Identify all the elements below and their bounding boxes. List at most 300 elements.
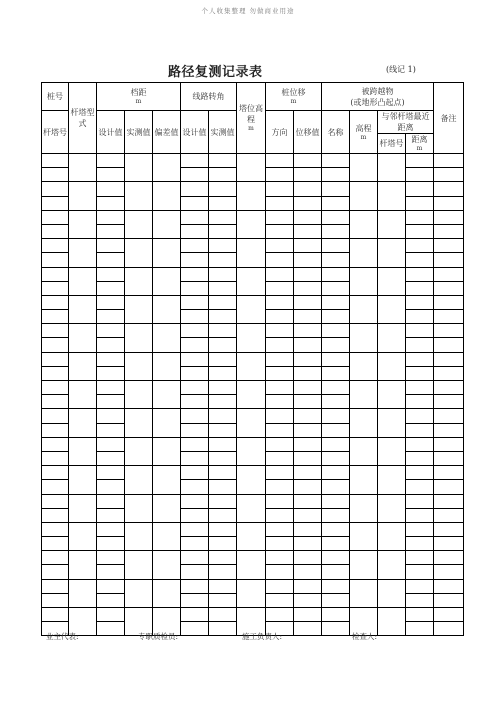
table-cell bbox=[209, 366, 237, 380]
table-cell bbox=[266, 508, 294, 522]
table-cell bbox=[42, 593, 69, 607]
table-cell bbox=[125, 295, 153, 323]
table-row bbox=[42, 579, 464, 593]
table-cell bbox=[42, 338, 69, 352]
table-cell bbox=[266, 154, 294, 168]
table-cell bbox=[406, 537, 434, 551]
table-cell bbox=[42, 281, 69, 295]
table-cell bbox=[97, 508, 125, 522]
table-cell bbox=[69, 295, 97, 323]
table-row bbox=[42, 466, 464, 480]
table-cell bbox=[294, 409, 322, 423]
table-cell bbox=[42, 466, 69, 480]
table-cell bbox=[181, 423, 209, 437]
table-cell bbox=[69, 522, 97, 550]
table-cell bbox=[181, 508, 209, 522]
table-cell bbox=[322, 508, 350, 522]
table-cell bbox=[434, 551, 464, 565]
table-row bbox=[42, 295, 464, 309]
table-cell bbox=[237, 239, 266, 267]
header-nearest-distance bbox=[406, 134, 434, 154]
table-cell bbox=[266, 522, 294, 536]
table-cell bbox=[97, 537, 125, 551]
table-cell bbox=[294, 622, 322, 636]
table-cell bbox=[266, 295, 294, 309]
table-cell bbox=[294, 423, 322, 437]
table-cell bbox=[181, 622, 209, 636]
header-span-measured: 实测值 bbox=[125, 111, 153, 154]
table-cell bbox=[350, 267, 378, 295]
table-cell bbox=[181, 310, 209, 324]
table-cell bbox=[350, 522, 378, 550]
table-cell bbox=[181, 537, 209, 551]
table-cell bbox=[209, 508, 237, 522]
table-cell bbox=[42, 508, 69, 522]
table-cell bbox=[153, 324, 181, 352]
table-cell bbox=[378, 608, 406, 636]
crossing-elevation-label: 高程 bbox=[355, 123, 372, 133]
table-cell bbox=[209, 608, 237, 622]
table-cell bbox=[97, 154, 125, 168]
table-cell bbox=[294, 295, 322, 309]
table-cell bbox=[266, 182, 294, 196]
table-cell bbox=[266, 253, 294, 267]
table-cell bbox=[406, 267, 434, 281]
table-cell bbox=[322, 437, 350, 451]
table-cell bbox=[378, 466, 406, 494]
table-cell bbox=[181, 608, 209, 622]
table-cell bbox=[209, 622, 237, 636]
table-cell bbox=[406, 366, 434, 380]
table-cell bbox=[266, 551, 294, 565]
table-cell bbox=[237, 494, 266, 522]
table-cell bbox=[181, 466, 209, 480]
table-cell bbox=[237, 154, 266, 182]
table-cell bbox=[181, 593, 209, 607]
header-angle-measured: 实测值 bbox=[209, 111, 237, 154]
table-cell bbox=[209, 381, 237, 395]
table-cell bbox=[97, 224, 125, 238]
table-cell bbox=[181, 480, 209, 494]
table-cell bbox=[125, 466, 153, 494]
table-cell bbox=[181, 267, 209, 281]
table-cell bbox=[97, 622, 125, 636]
table-cell bbox=[322, 310, 350, 324]
header-angle-group: 线路转角 bbox=[181, 83, 237, 111]
table-cell bbox=[266, 224, 294, 238]
table-row bbox=[42, 608, 464, 622]
table-cell bbox=[237, 579, 266, 607]
table-cell bbox=[434, 338, 464, 352]
table-cell bbox=[322, 409, 350, 423]
table-cell bbox=[434, 352, 464, 366]
table-cell bbox=[42, 494, 69, 508]
table-cell bbox=[97, 310, 125, 324]
table-cell bbox=[42, 395, 69, 409]
table-cell bbox=[42, 522, 69, 536]
table-cell bbox=[237, 210, 266, 238]
table-cell bbox=[209, 551, 237, 565]
header-span-group bbox=[97, 83, 181, 111]
table-cell bbox=[434, 239, 464, 253]
table-cell bbox=[294, 508, 322, 522]
table-cell bbox=[42, 168, 69, 182]
table-cell bbox=[97, 579, 125, 593]
table-cell bbox=[42, 409, 69, 423]
inspector-label: 检查人: bbox=[352, 632, 378, 641]
table-cell bbox=[322, 168, 350, 182]
table-cell bbox=[266, 338, 294, 352]
table-cell bbox=[434, 267, 464, 281]
table-cell bbox=[125, 182, 153, 210]
table-cell bbox=[181, 168, 209, 182]
table-cell bbox=[294, 324, 322, 338]
page-title: 路径复测记录表 bbox=[168, 65, 263, 80]
table-cell bbox=[294, 310, 322, 324]
table-cell bbox=[237, 267, 266, 295]
table-cell bbox=[322, 466, 350, 480]
table-cell bbox=[153, 154, 181, 182]
table-cell bbox=[322, 154, 350, 168]
table-cell bbox=[97, 196, 125, 210]
table-cell bbox=[322, 551, 350, 565]
table-cell bbox=[69, 182, 97, 210]
table-cell bbox=[266, 423, 294, 437]
header-remarks: 备注 bbox=[434, 83, 464, 154]
table-cell bbox=[209, 295, 237, 309]
table-cell bbox=[69, 409, 97, 437]
table-cell bbox=[266, 352, 294, 366]
table-cell bbox=[434, 196, 464, 210]
table-cell bbox=[125, 267, 153, 295]
header-crossing-name: 名称 bbox=[322, 111, 350, 154]
table-cell bbox=[42, 182, 69, 196]
table-cell bbox=[266, 366, 294, 380]
table-cell bbox=[97, 381, 125, 395]
table-cell bbox=[69, 210, 97, 238]
table-cell bbox=[181, 366, 209, 380]
table-cell bbox=[209, 352, 237, 366]
table-cell bbox=[42, 210, 69, 224]
table-row bbox=[42, 551, 464, 565]
table-cell bbox=[294, 281, 322, 295]
table-cell bbox=[294, 154, 322, 168]
form-code: (线记 1) bbox=[386, 65, 416, 74]
table-cell bbox=[209, 324, 237, 338]
table-cell bbox=[350, 466, 378, 494]
table-cell bbox=[350, 494, 378, 522]
table-cell bbox=[294, 466, 322, 480]
table-cell bbox=[181, 295, 209, 309]
table-cell bbox=[153, 579, 181, 607]
table-cell bbox=[125, 324, 153, 352]
table-cell bbox=[322, 622, 350, 636]
table-cell bbox=[378, 239, 406, 267]
table-cell bbox=[406, 508, 434, 522]
table-cell bbox=[153, 295, 181, 323]
table-cell bbox=[322, 295, 350, 309]
table-cell bbox=[209, 168, 237, 182]
table-cell bbox=[322, 395, 350, 409]
table-cell bbox=[406, 295, 434, 309]
table-cell bbox=[42, 196, 69, 210]
table-cell bbox=[294, 551, 322, 565]
table-row bbox=[42, 324, 464, 338]
table-cell bbox=[42, 480, 69, 494]
table-cell bbox=[209, 310, 237, 324]
table-cell bbox=[153, 352, 181, 380]
table-cell bbox=[350, 324, 378, 352]
table-cell bbox=[125, 437, 153, 465]
table-cell bbox=[378, 381, 406, 409]
table-cell bbox=[97, 210, 125, 224]
table-cell bbox=[125, 409, 153, 437]
table-cell bbox=[97, 494, 125, 508]
table-cell bbox=[181, 154, 209, 168]
header-crossing-group bbox=[322, 83, 434, 111]
header-nearest-distance-group: 与邻杆塔最近距离 bbox=[378, 111, 434, 134]
table-cell bbox=[153, 466, 181, 494]
table-cell bbox=[181, 451, 209, 465]
table-cell bbox=[69, 381, 97, 409]
table-cell bbox=[294, 395, 322, 409]
table-cell bbox=[69, 437, 97, 465]
table-cell bbox=[434, 537, 464, 551]
span-unit: m bbox=[135, 98, 142, 105]
table-cell bbox=[294, 522, 322, 536]
table-cell bbox=[294, 593, 322, 607]
table-cell bbox=[322, 381, 350, 395]
table-cell bbox=[322, 522, 350, 536]
table-cell bbox=[322, 352, 350, 366]
table-cell bbox=[69, 154, 97, 182]
table-row bbox=[42, 239, 464, 253]
table-cell bbox=[350, 381, 378, 409]
table-cell bbox=[97, 437, 125, 451]
table-cell bbox=[434, 480, 464, 494]
tower-elevation-unit: m bbox=[248, 125, 254, 132]
table-cell bbox=[125, 522, 153, 550]
table-cell bbox=[69, 494, 97, 522]
table-cell bbox=[322, 267, 350, 281]
table-cell bbox=[97, 295, 125, 309]
table-cell bbox=[294, 196, 322, 210]
table-cell bbox=[266, 324, 294, 338]
table-cell bbox=[181, 551, 209, 565]
table-cell bbox=[434, 281, 464, 295]
header-crossing-elevation bbox=[350, 111, 378, 154]
table-cell bbox=[322, 182, 350, 196]
table-cell bbox=[406, 608, 434, 622]
table-cell bbox=[266, 395, 294, 409]
table-cell bbox=[294, 366, 322, 380]
table-cell bbox=[209, 466, 237, 480]
table-cell bbox=[406, 210, 434, 224]
table-cell bbox=[181, 324, 209, 338]
table-cell bbox=[378, 210, 406, 238]
table-cell bbox=[69, 239, 97, 267]
nearest-distance-label: 距离 bbox=[411, 135, 428, 144]
table-cell bbox=[322, 196, 350, 210]
table-cell bbox=[406, 451, 434, 465]
table-cell bbox=[42, 310, 69, 324]
table-cell bbox=[406, 338, 434, 352]
table-cell bbox=[97, 480, 125, 494]
table-cell bbox=[125, 210, 153, 238]
table-cell bbox=[153, 437, 181, 465]
table-cell bbox=[97, 366, 125, 380]
table-cell bbox=[181, 224, 209, 238]
table-cell bbox=[322, 253, 350, 267]
crossing-label: 被跨越物 bbox=[361, 86, 394, 96]
table-cell bbox=[181, 579, 209, 593]
table-cell bbox=[294, 381, 322, 395]
crossing-elevation-unit: m bbox=[360, 133, 367, 141]
table-cell bbox=[125, 551, 153, 579]
table-cell bbox=[97, 253, 125, 267]
table-cell bbox=[42, 352, 69, 366]
table-cell bbox=[266, 593, 294, 607]
table-cell bbox=[378, 352, 406, 380]
table-cell bbox=[294, 210, 322, 224]
table-cell bbox=[266, 239, 294, 253]
table-cell bbox=[406, 381, 434, 395]
table-cell bbox=[378, 409, 406, 437]
table-cell bbox=[97, 281, 125, 295]
table-cell bbox=[378, 267, 406, 295]
table-cell bbox=[266, 409, 294, 423]
table-cell bbox=[153, 182, 181, 210]
table-cell bbox=[434, 423, 464, 437]
table-cell bbox=[294, 352, 322, 366]
table-row bbox=[42, 494, 464, 508]
table-cell bbox=[209, 522, 237, 536]
table-cell bbox=[69, 352, 97, 380]
table-cell bbox=[153, 409, 181, 437]
table-cell bbox=[69, 579, 97, 607]
table-cell bbox=[181, 338, 209, 352]
table-cell bbox=[42, 366, 69, 380]
table-cell bbox=[181, 437, 209, 451]
table-cell bbox=[406, 579, 434, 593]
table-cell bbox=[294, 451, 322, 465]
table-cell bbox=[350, 210, 378, 238]
table-cell bbox=[125, 239, 153, 267]
table-cell bbox=[322, 565, 350, 579]
table-cell bbox=[266, 494, 294, 508]
table-cell bbox=[434, 522, 464, 536]
displacement-unit: m bbox=[290, 98, 297, 105]
table-cell bbox=[97, 466, 125, 480]
table-cell bbox=[209, 281, 237, 295]
span-label: 档距 bbox=[130, 88, 147, 97]
table-cell bbox=[209, 409, 237, 423]
table-cell bbox=[294, 480, 322, 494]
table-row bbox=[42, 267, 464, 281]
table-cell bbox=[181, 565, 209, 579]
table-cell bbox=[42, 381, 69, 395]
table-cell bbox=[209, 196, 237, 210]
table-cell bbox=[42, 295, 69, 309]
table-cell bbox=[434, 579, 464, 593]
table-cell bbox=[209, 267, 237, 281]
table-cell bbox=[181, 182, 209, 196]
table-cell bbox=[97, 267, 125, 281]
header-pile-no: 桩号 bbox=[42, 83, 69, 111]
table-cell bbox=[125, 381, 153, 409]
table-cell bbox=[42, 423, 69, 437]
table-cell bbox=[294, 253, 322, 267]
table-row bbox=[42, 154, 464, 168]
table-cell bbox=[434, 466, 464, 480]
table-cell bbox=[434, 622, 464, 636]
table-cell bbox=[378, 324, 406, 352]
table-cell bbox=[181, 494, 209, 508]
table-cell bbox=[266, 168, 294, 182]
table-cell bbox=[378, 494, 406, 522]
table-cell bbox=[181, 352, 209, 366]
table-cell bbox=[237, 324, 266, 352]
table-cell bbox=[266, 608, 294, 622]
table-cell bbox=[97, 324, 125, 338]
table-cell bbox=[266, 579, 294, 593]
table-cell bbox=[434, 565, 464, 579]
table-cell bbox=[322, 537, 350, 551]
table-cell bbox=[378, 522, 406, 550]
table-cell bbox=[406, 310, 434, 324]
table-cell bbox=[294, 537, 322, 551]
table-cell bbox=[237, 409, 266, 437]
table-cell bbox=[406, 622, 434, 636]
table-cell bbox=[322, 210, 350, 224]
table-cell bbox=[434, 593, 464, 607]
table-cell bbox=[378, 154, 406, 182]
table-cell bbox=[97, 409, 125, 423]
table-cell bbox=[42, 537, 69, 551]
table-cell bbox=[406, 324, 434, 338]
table-cell bbox=[322, 494, 350, 508]
table-cell bbox=[434, 437, 464, 451]
table-cell bbox=[378, 437, 406, 465]
table-cell bbox=[181, 196, 209, 210]
table-cell bbox=[42, 253, 69, 267]
table-row bbox=[42, 437, 464, 451]
table-cell bbox=[406, 480, 434, 494]
table-cell bbox=[266, 196, 294, 210]
table-cell bbox=[42, 324, 69, 338]
table-cell bbox=[406, 565, 434, 579]
table-cell bbox=[209, 565, 237, 579]
table-cell bbox=[42, 608, 69, 622]
table-cell bbox=[237, 352, 266, 380]
table-cell bbox=[266, 466, 294, 480]
header-displacement-group bbox=[266, 83, 322, 111]
table-cell bbox=[42, 224, 69, 238]
table-cell bbox=[434, 295, 464, 309]
table-cell bbox=[125, 352, 153, 380]
table-cell bbox=[434, 409, 464, 423]
header-span-deviation: 偏差值 bbox=[153, 111, 181, 154]
table-cell bbox=[434, 253, 464, 267]
table-cell bbox=[322, 480, 350, 494]
table-cell bbox=[350, 551, 378, 579]
header-tower-no: 杆塔号 bbox=[42, 111, 69, 154]
table-cell bbox=[350, 295, 378, 323]
header-displacement-value: 位移值 bbox=[294, 111, 322, 154]
table-cell bbox=[97, 352, 125, 366]
table-cell bbox=[42, 154, 69, 168]
table-cell bbox=[406, 466, 434, 480]
